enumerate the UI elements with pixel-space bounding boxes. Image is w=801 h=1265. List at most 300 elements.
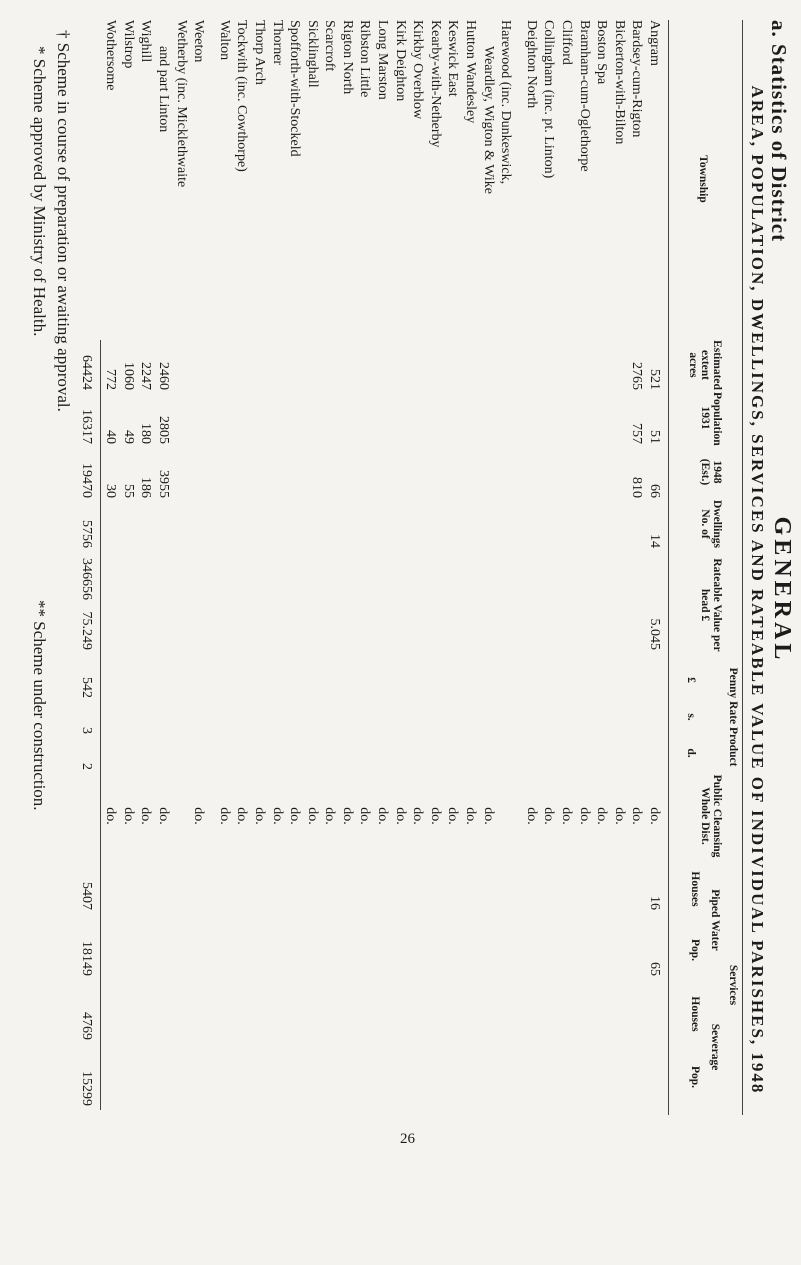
cell bbox=[190, 446, 208, 498]
total-dwellings: 5756 bbox=[79, 520, 94, 548]
cell bbox=[575, 340, 593, 390]
cell bbox=[540, 446, 558, 498]
cell bbox=[286, 1046, 304, 1106]
cell bbox=[557, 662, 575, 698]
cell bbox=[233, 446, 251, 498]
cell bbox=[321, 340, 339, 390]
cell: 772 bbox=[103, 369, 119, 390]
cell bbox=[645, 662, 663, 698]
cell bbox=[575, 500, 593, 548]
cell bbox=[172, 774, 190, 858]
cell bbox=[540, 920, 558, 976]
cell bbox=[102, 662, 120, 698]
cell bbox=[522, 392, 540, 444]
cell bbox=[172, 920, 190, 976]
cell bbox=[593, 984, 611, 1040]
cell bbox=[338, 340, 356, 390]
footnote-approved: * Scheme approved by Ministry of Health. bbox=[30, 46, 49, 337]
cell bbox=[575, 700, 593, 734]
table-row: Kirkby Overblow bbox=[410, 20, 426, 120]
cell bbox=[497, 340, 515, 390]
cell bbox=[461, 550, 479, 650]
cell bbox=[444, 736, 462, 770]
cell bbox=[119, 860, 137, 910]
cell bbox=[190, 1046, 208, 1106]
cell bbox=[557, 550, 575, 650]
cell bbox=[137, 736, 155, 770]
cell bbox=[593, 446, 611, 498]
cell bbox=[409, 920, 427, 976]
cell bbox=[391, 550, 409, 650]
cell bbox=[172, 446, 190, 498]
cell bbox=[250, 662, 268, 698]
cell bbox=[497, 984, 515, 1040]
total-pop1931: 16317 bbox=[79, 409, 94, 444]
cell bbox=[610, 392, 628, 444]
cell: 2247 bbox=[138, 362, 154, 390]
total-sewer-houses: 4769 bbox=[79, 1012, 94, 1040]
cell bbox=[374, 500, 392, 548]
cell bbox=[557, 1046, 575, 1106]
cell: do. bbox=[251, 807, 267, 825]
cell bbox=[426, 700, 444, 734]
cell bbox=[356, 1046, 374, 1106]
cell bbox=[215, 920, 233, 976]
cell bbox=[233, 860, 251, 910]
cell bbox=[426, 1046, 444, 1106]
cell: do. bbox=[269, 807, 285, 825]
cell bbox=[391, 984, 409, 1040]
cell bbox=[479, 500, 497, 548]
cell bbox=[321, 736, 339, 770]
cell bbox=[286, 860, 304, 910]
cell bbox=[190, 500, 208, 548]
cell: 30 bbox=[103, 484, 119, 498]
col-penny-d bbox=[102, 736, 663, 770]
cell: 66 bbox=[647, 484, 662, 498]
cell bbox=[409, 392, 427, 444]
cell bbox=[215, 1046, 233, 1106]
cell bbox=[338, 984, 356, 1040]
cell bbox=[540, 550, 558, 650]
cell: 55 bbox=[120, 484, 136, 498]
cell bbox=[215, 392, 233, 444]
total-penny-s: 3 bbox=[79, 727, 94, 734]
cell bbox=[374, 340, 392, 390]
cell bbox=[338, 736, 356, 770]
cell bbox=[233, 700, 251, 734]
cell bbox=[540, 984, 558, 1040]
cell bbox=[391, 446, 409, 498]
cell bbox=[444, 446, 462, 498]
cell bbox=[286, 662, 304, 698]
cell bbox=[610, 1046, 628, 1106]
cell bbox=[645, 984, 663, 1040]
cell bbox=[286, 500, 304, 548]
cell bbox=[497, 446, 515, 498]
table-row: Bickerton-with-Bilton bbox=[611, 20, 627, 145]
total-pop1948: 19470 bbox=[79, 463, 94, 498]
cell bbox=[461, 500, 479, 548]
total-rateable-per-head: 75.249 bbox=[79, 611, 94, 650]
cell bbox=[374, 550, 392, 650]
section-heading: a. Statistics of District bbox=[767, 20, 791, 243]
cell: do. bbox=[322, 807, 338, 825]
cell bbox=[497, 774, 515, 858]
cell bbox=[172, 860, 190, 910]
cell bbox=[286, 700, 304, 734]
cell bbox=[321, 860, 339, 910]
cell bbox=[338, 920, 356, 976]
header-penny-d: d. bbox=[685, 748, 697, 758]
cell bbox=[391, 1046, 409, 1106]
header-pop1948: 1948 (Est.) bbox=[699, 458, 723, 486]
cell bbox=[172, 1046, 190, 1106]
cell bbox=[426, 446, 444, 498]
cell: do. bbox=[559, 807, 575, 825]
cell bbox=[557, 860, 575, 910]
cell bbox=[303, 700, 321, 734]
cell bbox=[233, 1046, 251, 1106]
cell bbox=[303, 662, 321, 698]
cell bbox=[233, 550, 251, 650]
table-row: Deighton North bbox=[523, 20, 539, 109]
table-row: Thorp Arch bbox=[251, 20, 267, 85]
cell bbox=[540, 736, 558, 770]
cell bbox=[172, 392, 190, 444]
cell bbox=[522, 1046, 540, 1106]
cell bbox=[268, 446, 286, 498]
cell bbox=[645, 700, 663, 734]
cell bbox=[250, 920, 268, 976]
cell bbox=[172, 340, 190, 390]
cell bbox=[321, 1046, 339, 1106]
cell bbox=[610, 920, 628, 976]
cell bbox=[172, 700, 190, 734]
cell bbox=[409, 984, 427, 1040]
cell bbox=[461, 700, 479, 734]
cell bbox=[461, 446, 479, 498]
cell bbox=[575, 446, 593, 498]
cell bbox=[137, 662, 155, 698]
cell bbox=[102, 500, 120, 548]
cell bbox=[391, 920, 409, 976]
cell bbox=[409, 550, 427, 650]
cell: 180 bbox=[138, 423, 154, 444]
cell: do. bbox=[138, 807, 154, 825]
cell bbox=[119, 736, 137, 770]
cell bbox=[575, 1046, 593, 1106]
cell bbox=[593, 392, 611, 444]
total-penny-l: 542 bbox=[79, 677, 94, 698]
cell bbox=[268, 340, 286, 390]
cell bbox=[286, 984, 304, 1040]
table-row: Wothersome bbox=[103, 20, 119, 91]
cell bbox=[575, 736, 593, 770]
cell bbox=[286, 392, 304, 444]
table-row: Tockwith (inc. Cowthorpe) bbox=[234, 20, 250, 172]
cell bbox=[479, 550, 497, 650]
cell bbox=[479, 736, 497, 770]
cell bbox=[557, 500, 575, 548]
cell bbox=[557, 920, 575, 976]
cell bbox=[628, 736, 646, 770]
cell bbox=[233, 662, 251, 698]
cell bbox=[286, 340, 304, 390]
col-penny-s bbox=[102, 700, 663, 734]
cell: do. bbox=[427, 807, 443, 825]
cell bbox=[409, 1046, 427, 1106]
page-subtitle: AREA, POPULATION, DWELLINGS, SERVICES AND RATEABLE VALUE OF INDIVIDUAL PARISHES, 1948 bbox=[748, 85, 767, 1095]
cell bbox=[374, 860, 392, 910]
cell bbox=[610, 340, 628, 390]
cell bbox=[102, 984, 120, 1040]
cell bbox=[426, 662, 444, 698]
cell bbox=[172, 736, 190, 770]
cell bbox=[215, 550, 233, 650]
cell bbox=[303, 984, 321, 1040]
cell bbox=[444, 500, 462, 548]
cell bbox=[610, 500, 628, 548]
cell bbox=[557, 340, 575, 390]
header-sewer-group: Sewerage bbox=[709, 1023, 721, 1071]
cell: do. bbox=[103, 807, 119, 825]
cell bbox=[409, 340, 427, 390]
cell bbox=[593, 860, 611, 910]
cell bbox=[154, 550, 172, 650]
cell bbox=[426, 550, 444, 650]
col-water-pop bbox=[102, 920, 663, 976]
cell bbox=[497, 392, 515, 444]
cell bbox=[119, 700, 137, 734]
header-cleansing: Public Cleansing Whole Dist. bbox=[699, 774, 723, 858]
cell bbox=[593, 1046, 611, 1106]
cell bbox=[522, 662, 540, 698]
cell bbox=[190, 392, 208, 444]
cell bbox=[593, 550, 611, 650]
cell bbox=[522, 500, 540, 548]
cell bbox=[268, 500, 286, 548]
header-water-houses: Houses bbox=[689, 871, 701, 907]
cell bbox=[137, 920, 155, 976]
table-row: Harewood (inc. Dunkeswick, bbox=[498, 20, 514, 185]
header-township: Township bbox=[697, 155, 709, 203]
cell bbox=[540, 1046, 558, 1106]
header-rule bbox=[668, 20, 669, 1115]
cell bbox=[628, 700, 646, 734]
page-title: GENERAL bbox=[769, 516, 795, 664]
cell bbox=[321, 500, 339, 548]
cell bbox=[610, 550, 628, 650]
cell bbox=[444, 700, 462, 734]
cell: 40 bbox=[103, 430, 119, 444]
cell bbox=[215, 500, 233, 548]
cell bbox=[497, 860, 515, 910]
header-water-group: Piped Water bbox=[709, 889, 721, 951]
cell: do. bbox=[191, 807, 207, 825]
cell bbox=[374, 446, 392, 498]
cell bbox=[610, 662, 628, 698]
cell bbox=[154, 1046, 172, 1106]
cell bbox=[575, 984, 593, 1040]
cell bbox=[250, 984, 268, 1040]
cell bbox=[356, 700, 374, 734]
cell bbox=[172, 500, 190, 548]
cell: do. bbox=[611, 807, 627, 825]
cell bbox=[426, 500, 444, 548]
cell bbox=[137, 550, 155, 650]
cell bbox=[461, 736, 479, 770]
cell bbox=[444, 1046, 462, 1106]
cell bbox=[374, 1046, 392, 1106]
cell: 521 bbox=[647, 369, 662, 390]
cell bbox=[522, 446, 540, 498]
header-penny-l: £ bbox=[685, 677, 697, 683]
cell bbox=[374, 662, 392, 698]
cell bbox=[557, 392, 575, 444]
cell bbox=[215, 340, 233, 390]
cell bbox=[137, 984, 155, 1040]
cell: do. bbox=[523, 807, 539, 825]
col-sewer-pop bbox=[102, 1046, 663, 1106]
cell bbox=[374, 984, 392, 1040]
cell: 2765 bbox=[629, 362, 645, 390]
cell bbox=[479, 446, 497, 498]
cell: 1060 bbox=[120, 362, 136, 390]
cell bbox=[522, 340, 540, 390]
cell: do. bbox=[339, 807, 355, 825]
cell bbox=[374, 920, 392, 976]
cell bbox=[444, 984, 462, 1040]
cell bbox=[268, 920, 286, 976]
header-penny-s: s. bbox=[685, 713, 697, 721]
cell bbox=[522, 984, 540, 1040]
cell bbox=[479, 392, 497, 444]
total-area: 64424 bbox=[79, 355, 94, 390]
cell bbox=[338, 1046, 356, 1106]
table-row: Thorner bbox=[269, 20, 285, 66]
cell bbox=[593, 340, 611, 390]
header-services-group: Services bbox=[727, 964, 739, 1006]
cell bbox=[303, 500, 321, 548]
header-pop1931: Population 1931 bbox=[699, 392, 723, 446]
cell bbox=[303, 340, 321, 390]
cell bbox=[409, 500, 427, 548]
table-row: Collingham (inc. pt. Linton) bbox=[541, 20, 557, 179]
table-row: Spofforth-with-Stockeld bbox=[287, 20, 303, 157]
cell bbox=[215, 662, 233, 698]
cell bbox=[540, 700, 558, 734]
cell bbox=[154, 920, 172, 976]
cell bbox=[338, 500, 356, 548]
cell bbox=[479, 662, 497, 698]
cell bbox=[190, 700, 208, 734]
cell bbox=[286, 446, 304, 498]
cell bbox=[374, 700, 392, 734]
cell bbox=[321, 550, 339, 650]
cell bbox=[303, 392, 321, 444]
cell: do. bbox=[357, 807, 373, 825]
col-cleansing bbox=[102, 774, 663, 858]
cell: do. bbox=[216, 807, 232, 825]
cell bbox=[172, 662, 190, 698]
cell bbox=[154, 736, 172, 770]
cell bbox=[268, 860, 286, 910]
cell bbox=[575, 860, 593, 910]
header-area: Estimated extent acres bbox=[687, 340, 723, 390]
cell bbox=[356, 550, 374, 650]
cell bbox=[268, 984, 286, 1040]
cell bbox=[356, 736, 374, 770]
cell bbox=[374, 392, 392, 444]
table-row: Clifford bbox=[559, 20, 575, 65]
cell bbox=[628, 662, 646, 698]
cell: do. bbox=[541, 807, 557, 825]
cell bbox=[522, 700, 540, 734]
cell: do. bbox=[629, 807, 645, 825]
cell bbox=[137, 860, 155, 910]
cell: 14 bbox=[647, 534, 662, 548]
cell: do. bbox=[234, 807, 250, 825]
cell bbox=[540, 860, 558, 910]
cell bbox=[303, 920, 321, 976]
cell bbox=[479, 860, 497, 910]
cell bbox=[522, 736, 540, 770]
cell: 49 bbox=[120, 430, 136, 444]
cell bbox=[374, 736, 392, 770]
cell bbox=[409, 860, 427, 910]
cell bbox=[268, 1046, 286, 1106]
cell bbox=[540, 340, 558, 390]
table-row: Bardsey-cum-Rigton bbox=[629, 20, 645, 138]
cell bbox=[303, 446, 321, 498]
cell bbox=[286, 550, 304, 650]
cell bbox=[215, 860, 233, 910]
cell bbox=[628, 550, 646, 650]
cell bbox=[426, 920, 444, 976]
cell bbox=[321, 920, 339, 976]
cell bbox=[338, 662, 356, 698]
cell bbox=[268, 700, 286, 734]
header-sewer-houses: Houses bbox=[689, 996, 701, 1032]
cell bbox=[190, 340, 208, 390]
total-sewer-pop: 15299 bbox=[79, 1071, 94, 1106]
cell bbox=[102, 1046, 120, 1106]
table-row: Rigton North bbox=[339, 20, 355, 95]
cell bbox=[233, 500, 251, 548]
cell bbox=[557, 700, 575, 734]
cell bbox=[461, 662, 479, 698]
cell bbox=[497, 662, 515, 698]
cell bbox=[628, 984, 646, 1040]
cell bbox=[497, 736, 515, 770]
cell bbox=[250, 340, 268, 390]
cell: 3955 bbox=[155, 470, 171, 498]
total-penny-d: 2 bbox=[79, 763, 94, 770]
cell bbox=[215, 984, 233, 1040]
cell bbox=[479, 984, 497, 1040]
cell bbox=[540, 500, 558, 548]
cell bbox=[250, 1046, 268, 1106]
table-row: Hutton Wandesley bbox=[463, 20, 479, 124]
cell bbox=[119, 550, 137, 650]
cell bbox=[102, 860, 120, 910]
cell: do. bbox=[576, 807, 592, 825]
cell bbox=[102, 920, 120, 976]
table-row: Wilstrop bbox=[120, 20, 136, 69]
header-penny-group: Penny Rate Product bbox=[727, 667, 739, 767]
cell bbox=[610, 700, 628, 734]
